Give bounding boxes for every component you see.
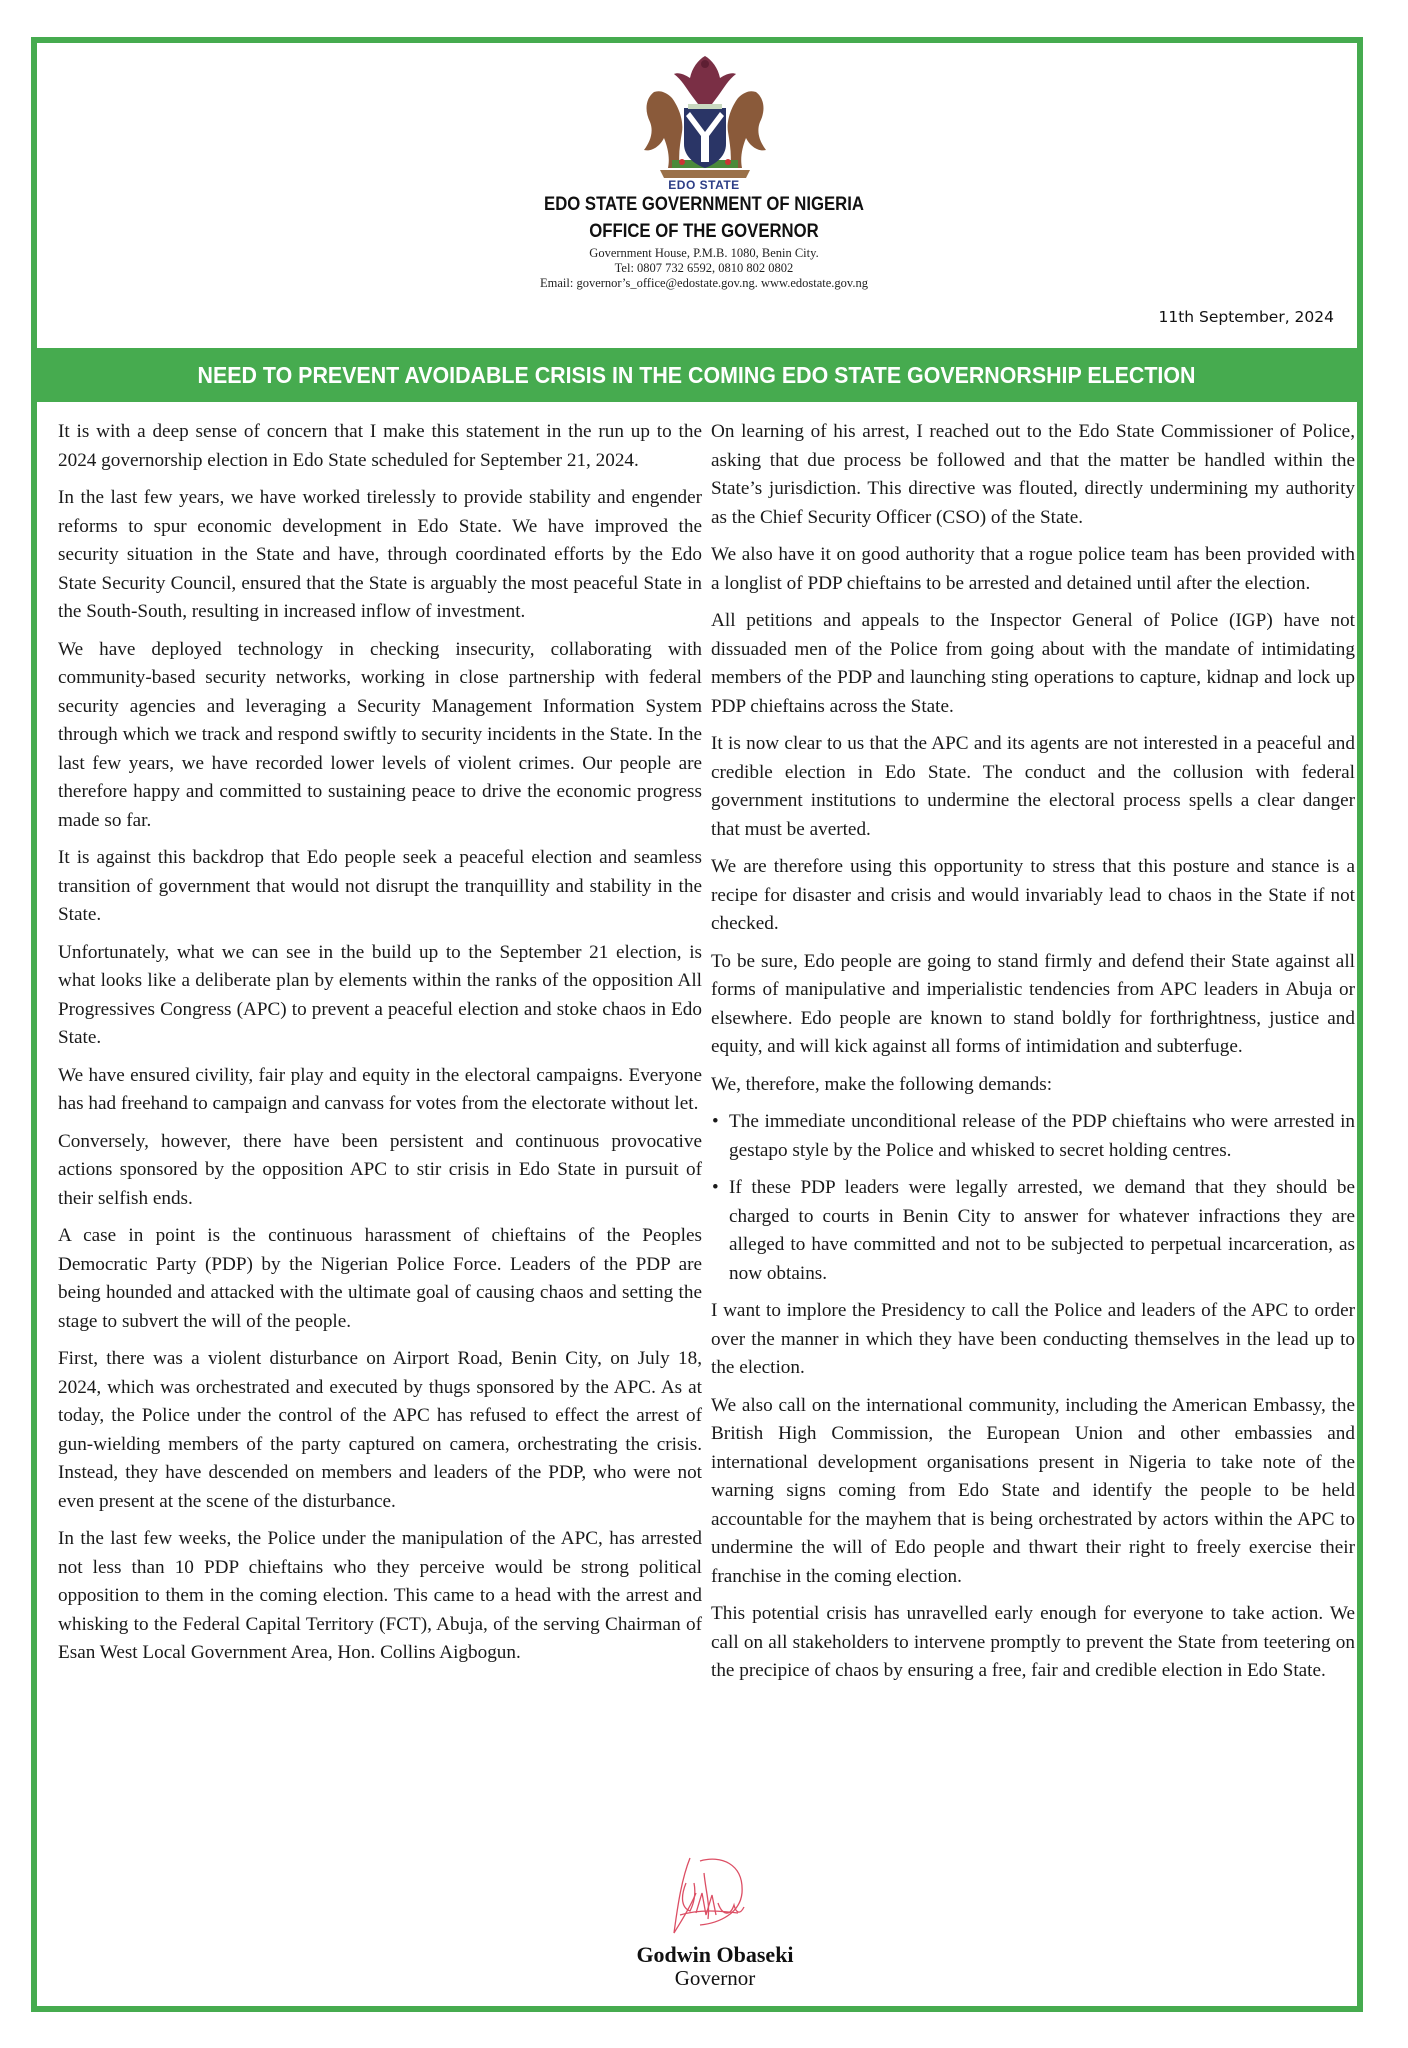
paragraph: On learning of his arrest, I reached out to the Edo State Commissioner of Police, asking that due process be followed and that the matter be handled within the State’s jurisdiction. This directive was flouted, directly undermining my authority as the Chief Security Officer (CSO) of the State. (711, 421, 1355, 528)
paragraph: This potential crisis has unravelled early enough for everyone to take action. We call on all stakeholders to intervene promptly to prevent the State from teetering on the precipice of chaos by ensuring a free, fair and credible election in Edo State. (711, 1603, 1355, 1681)
office-name: OFFICE OF THE GOVERNOR (589, 221, 819, 242)
paragraph: Conversely, however, there have been persistent and continuous provocative actions sponsored by the opposition APC to stir crisis in Edo State in pursuit of their selfish ends. (58, 1130, 702, 1209)
demands-list (711, 1108, 1355, 1288)
telephone-numbers: Tel: 0807 732 6592, 0810 802 0802 (614, 261, 794, 275)
paragraph: We also call on the international community, including the American Embassy, the British High Commission, the European Union and other embassies and international development organisations present in Nigeria to take note of the warning signs coming from Edo State and identify the people to be held accountable for the mayhem that is being orchestrated by actors within the APC to undermine the will of Edo people and thwart their right to freely exercise their franchise in the coming election. (711, 1394, 1355, 1587)
paragraph: We are therefore using this opportunity to stress that this posture and stance is a recipe for disaster and crisis and would invariably lead to chaos in the State if not checked. (711, 856, 1355, 934)
left-column (58, 418, 702, 1677)
crest-label: EDO STATE (668, 178, 740, 192)
paragraph: We have deployed technology in checking insecurity, collaborating with community-based security networks, working in close partnership with federal security agencies and leveraging a Security Management Information System through which we track and respond swiftly to security incidents in the State. In the last few years, we have recorded lower levels of violent crimes. Our people are therefore happy and committed to sustaining peace to drive the economic progress made so far. (58, 638, 702, 831)
paragraph: We have ensured civility, fair play and equity in the electoral campaigns. Everyone has had freehand to campaign and canvass for votes from the electorate without let. (58, 1064, 702, 1114)
coat-of-arms-icon (632, 52, 778, 188)
email-and-website: Email: governor’s_office@edostate.gov.ng. www.edostate.gov.ng (540, 276, 868, 290)
right-column (711, 418, 1355, 1695)
paragraph: I want to implore the Presidency to call the Police and leaders of the APC to order over the manner in which they have been conducting themselves in the lead up to the election. (711, 1300, 1355, 1378)
paragraph: A case in point is the continuous harassment of chieftains of the Peoples Democratic Party (PDP) by the Nigerian Police Force. Leaders of the PDP are being hounded and attacked with the ultimate goal of causing chaos and setting the stage to subvert the will of the people. (58, 1225, 702, 1332)
paragraph: All petitions and appeals to the Inspector General of Police (IGP) have not dissuaded men of the Police from going about with the mandate of intimidating members of the PDP and launching sting operations to capture, kidnap and lock up PDP chieftains across the State. (711, 610, 1355, 717)
paragraph: In the last few weeks, the Police under the manipulation of the APC, has arrested not less than 10 PDP chieftains who they perceive would be strong political opposition to them in the coming election. This came to a head with the arrest and whisking to the Federal Capital Territory (FCT), Abuja, of the serving Chairman of Esan West Local Government Area, Hon. Collins Aigbogun. (58, 1528, 702, 1663)
signatory-title: Governor (674, 1966, 756, 1990)
paragraph: We also have it on good authority that a rogue police team has been provided with a longlist of PDP chieftains to be arrested and detained until after the election. (711, 544, 1355, 594)
document-date: 11th September, 2024 (1158, 308, 1334, 326)
demand-item: • If these PDP leaders were legally arrested, we demand that they should be charged to courts in Benin City to answer for whatever infractions they are alleged to have committed and not to be subjected to perpetual incarceration, as now obtains. (729, 1174, 1355, 1288)
signatory-name: Godwin Obaseki (636, 1942, 794, 1967)
paragraph: It is with a deep sense of concern that I make this statement in the run up to the 2024 governorship election in Edo State scheduled for September 21, 2024. (58, 421, 702, 471)
paragraph: First, there was a violent disturbance on Airport Road, Benin City, on July 18, 2024, which was orchestrated and executed by thugs sponsored by the APC. As at today, the Police under the control of the APC has refused to effect the arrest of gun-wielding members of the party captured on camera, orchestrating the crisis. Instead, they have descended on members and leaders of the PDP, who were not even present at the scene of the disturbance. (58, 1348, 702, 1512)
paragraph: It is against this backdrop that Edo people seek a peaceful election and seamless transition of government that would not disrupt the tranquillity and stability in the State. (58, 847, 702, 925)
postal-address: Government House, P.M.B. 1080, Benin City. (589, 246, 819, 260)
headline: NEED TO PREVENT AVOIDABLE CRISIS IN THE COMING EDO STATE GOVERNORSHIP ELECTION (198, 361, 1196, 388)
demands-intro: We, therefore, make the following demands: (711, 1073, 1053, 1095)
signature-icon (660, 1853, 760, 1943)
demand-item: • The immediate unconditional release of the PDP chieftains who were arrested in gestapo style by the Police and whisked to secret holding centres. (729, 1108, 1355, 1165)
organization-name: EDO STATE GOVERNMENT OF NIGERIA (544, 194, 864, 215)
paragraph: In the last few years, we have worked tirelessly to provide stability and engender reforms to spur economic development in Edo State. We have improved the security situation in the State and have, through coordinated efforts by the Edo State Security Council, ensured that the State is arguably the most peaceful State in the South-South, resulting in increased inflow of investment. (58, 487, 702, 622)
headline-banner (37, 348, 1357, 402)
paragraph: Unfortunately, what we can see in the build up to the September 21 election, is what looks like a deliberate plan by elements within the ranks of the opposition All Progressives Congress (APC) to prevent a peaceful election and stoke chaos in Edo State. (58, 941, 702, 1048)
paragraph: It is now clear to us that the APC and its agents are not interested in a peaceful and credible election in Edo State. The conduct and the collusion with federal government institutions to undermine the electoral process spells a clear danger that must be averted. (711, 733, 1355, 840)
paragraph: To be sure, Edo people are going to stand firmly and defend their State against all forms of manipulative and imperialistic tendencies from APC leaders in Abuja or elsewhere. Edo people are known to stand boldly for forthrightness, justice and equity, and will kick against all forms of intimidation and subterfuge. (711, 950, 1355, 1057)
